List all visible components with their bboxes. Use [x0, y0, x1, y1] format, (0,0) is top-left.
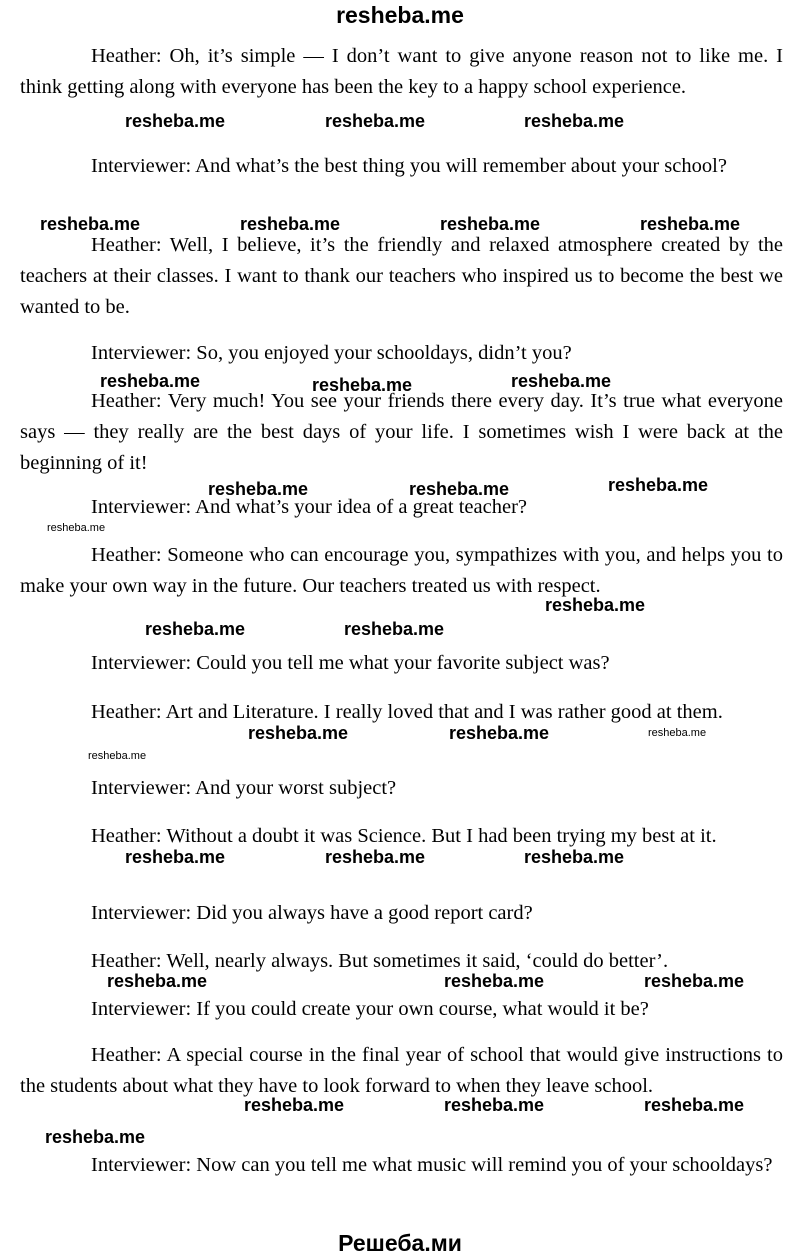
paragraph-heather-6: Heather: Without a doubt it was Science. But I had been trying my best at it.	[91, 825, 717, 847]
watermark-text: resheba.me	[644, 1095, 745, 1115]
watermark-text: resheba.me	[444, 971, 545, 991]
site-header: resheba.me	[336, 2, 464, 28]
watermark-small: resheba.me	[88, 750, 147, 762]
paragraph-heather-4: Heather: Someone who can encourage you, sympathizes with you, and helps you to make your own way in the future. Our teachers treated us with respect.	[20, 544, 783, 597]
watermark-text: resheba.me	[344, 619, 445, 639]
watermark-text: resheba.me	[40, 214, 141, 234]
watermark-text: resheba.me	[440, 214, 541, 234]
watermark-text: resheba.me	[511, 371, 612, 391]
watermark-text: resheba.me	[325, 111, 426, 131]
watermark-text: resheba.me	[125, 111, 226, 131]
paragraph-heather-7: Heather: Well, nearly always. But sometimes it said, ‘could do better’.	[91, 950, 669, 972]
watermark-text: resheba.me	[208, 479, 309, 499]
paragraph-interviewer-3: Interviewer: And what’s your idea of a great teacher?	[91, 496, 527, 518]
watermark-text: resheba.me	[100, 371, 201, 391]
watermark-text: resheba.me	[325, 847, 426, 867]
watermark-text: resheba.me	[449, 723, 550, 743]
paragraph-interviewer-2: Interviewer: So, you enjoyed your schooldays, didn’t you?	[91, 342, 572, 364]
paragraph-heather-8: Heather: A special course in the final year of school that would give instructions to the students about what they have to look forward to when they leave school.	[20, 1044, 783, 1097]
paragraph-heather-3: Heather: Very much! You see your friends there every day. It’s true what everyone says — they really are the best days of your life. I sometimes wish I were back at the beginning of it!	[20, 390, 783, 474]
watermark-text: resheba.me	[125, 847, 226, 867]
watermark-text: resheba.me	[45, 1127, 146, 1147]
watermark-text: resheba.me	[248, 723, 349, 743]
paragraph-interviewer-1: Interviewer: And what’s the best thing you will remember about your school?	[91, 155, 727, 177]
watermark-text: resheba.me	[524, 847, 625, 867]
site-footer: Решеба.ми	[338, 1230, 462, 1256]
watermark-text: resheba.me	[244, 1095, 345, 1115]
watermark-text: resheba.me	[145, 619, 246, 639]
paragraph-heather-5: Heather: Art and Literature. I really loved that and I was rather good at them.	[91, 701, 723, 723]
watermark-text: resheba.me	[444, 1095, 545, 1115]
paragraph-interviewer-7: Interviewer: If you could create your own course, what would it be?	[91, 998, 649, 1020]
paragraph-heather-1: Heather: Oh, it’s simple — I don’t want to give anyone reason not to like me. I think getting along with everyone has been the key to a happy school experience.	[20, 45, 783, 98]
paragraph-heather-2: Heather: Well, I believe, it’s the friendly and relaxed atmosphere created by the teachers at their classes. I want to thank our teachers who inspired us to become the best we wanted to be.	[20, 234, 783, 318]
watermark-text: resheba.me	[608, 475, 709, 495]
paragraph-interviewer-8: Interviewer: Now can you tell me what music will remind you of your schooldays?	[91, 1154, 773, 1176]
paragraph-interviewer-5: Interviewer: And your worst subject?	[91, 777, 397, 799]
watermark-text: resheba.me	[240, 214, 341, 234]
watermark-small: resheba.me	[648, 727, 707, 739]
watermark-text: resheba.me	[644, 971, 745, 991]
watermark-text: resheba.me	[524, 111, 625, 131]
paragraph-interviewer-6: Interviewer: Did you always have a good report card?	[91, 902, 533, 924]
watermark-text: resheba.me	[409, 479, 510, 499]
watermark-text: resheba.me	[107, 971, 208, 991]
paragraph-interviewer-4: Interviewer: Could you tell me what your favorite subject was?	[91, 652, 610, 674]
watermark-text: resheba.me	[545, 595, 646, 615]
watermark-text: resheba.me	[312, 375, 413, 395]
watermark-small: resheba.me	[47, 522, 106, 534]
watermark-text: resheba.me	[640, 214, 741, 234]
